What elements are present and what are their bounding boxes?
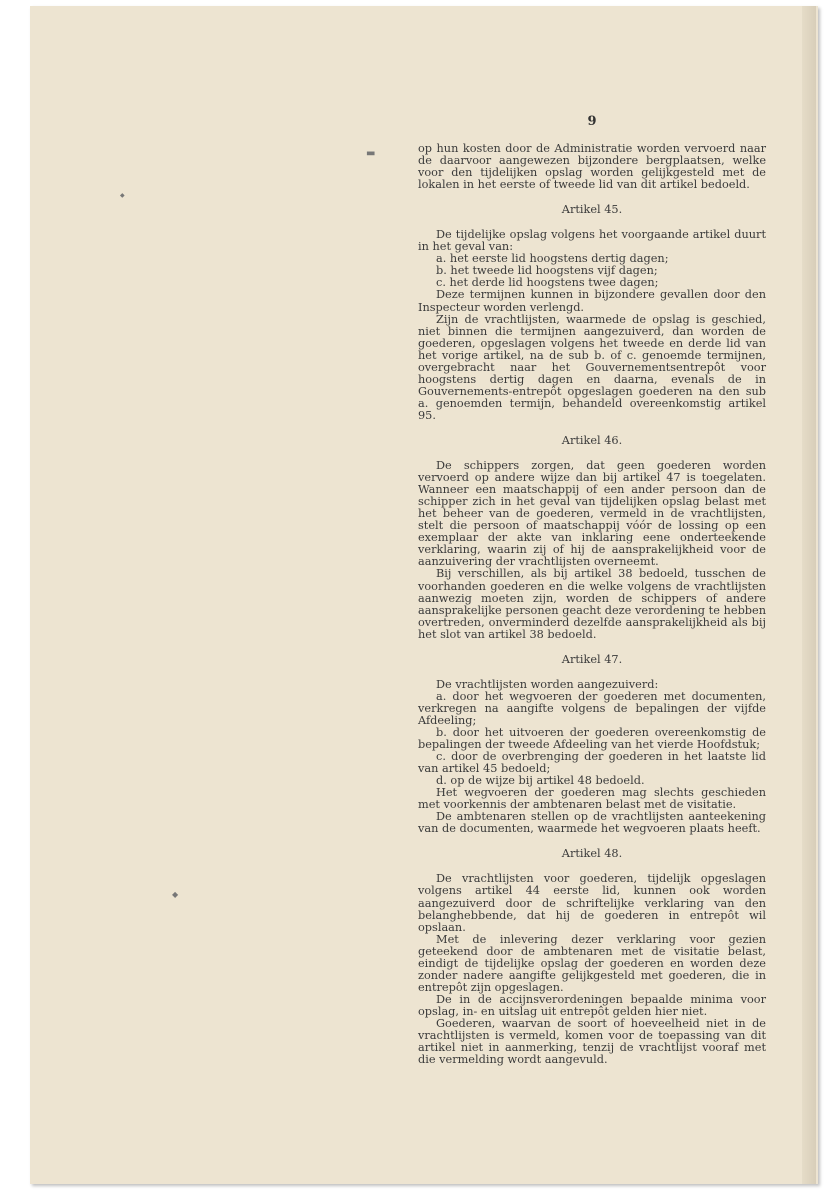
margin-mark: ▬ [366, 148, 376, 159]
margin-mark: ◆ [172, 890, 179, 899]
body-text [418, 143, 766, 1066]
paragraph: Bij verschillen, als bij artikel 38 bedoeld, tusschen de voorhanden goederen en die welke volgens de vrachtlijsten aanwezig moeten zijn, worden de schippers of andere aansprakelijke personen geacht deze verordening te hebben overtreden, onverminderd dezelfde aansprakelijkheid als bij het slot van artikel 38 bedoeld. [418, 567, 766, 641]
paragraph: De tijdelijke opslag volgens het voorgaande artikel duurt in het geval van: [418, 228, 766, 254]
list-item: b. het tweede lid hoogstens vijf dagen; [436, 264, 658, 278]
paragraph: Met de inlevering dezer verklaring voor gezien geteekend door de ambtenaren met de visitatie belast, eindigt de tijdelijke opslag der goederen en worden deze zonder nadere aangifte gelijkgesteld met goederen, die in entrepôt zijn opgeslagen. [418, 932, 766, 994]
list-item: c. het derde lid hoogstens twee dagen; [436, 276, 659, 290]
list-item: a. door het wegvoeren der goederen met documenten, verkregen na aangifte volgens de bepalingen der vijfde Afdeeling; [418, 689, 766, 727]
paragraph: Zijn de vrachtlijsten, waarmede de opslag is geschied, niet binnen die termijnen aangezuiverd, dan worden de goederen, opgeslagen volgens het tweede en derde lid van het vorige artikel, na de sub b. of c. genoemde termijnen, overgebracht naar het Gouvernementsentrepôt voor hoogstens dertig dagen en daarna, evenals de in Gouvernements-entrepôt opgeslagen goederen na den sub a. genoemden termijn, behandeld overeenkomstig artikel 95. [418, 312, 766, 422]
paragraph: De ambtenaren stellen op de vrachtlijsten aanteekening van de documenten, waarmede het wegvoeren plaats heeft. [418, 810, 766, 836]
page-edge [802, 6, 816, 1184]
paragraph: De vrachtlijsten worden aangezuiverd: [436, 677, 659, 691]
list-item: a. het eerste lid hoogstens dertig dagen; [436, 252, 669, 266]
paragraph: De vrachtlijsten voor goederen, tijdelijk opgeslagen volgens artikel 44 eerste lid, kunnen ook worden aangezuiverd door de schriftelijke verklaring van den belanghebbende, dat hij de goederen in entrepôt wil opslaan. [418, 872, 766, 934]
margin-mark: ◆ [120, 192, 125, 199]
paragraph: Goederen, waarvan de soort of hoeveelheid niet in de vrachtlijsten is vermeld, komen voor de toepassing van dit artikel niet in aanmerking, tenzij de vrachtlijst vooraf met die vermelding wordt aangevuld. [418, 1017, 766, 1067]
article-heading: Artikel 46. [561, 433, 623, 447]
paragraph: De schippers zorgen, dat geen goederen worden vervoerd op andere wijze dan bij artikel 47 is toegelaten. Wanneer een maatschappij of een ander persoon dan de schipper zich in het geval van tijdelijken opslag belast met het beheer van de goederen, vermeld in de vrachtlijsten, stelt die persoon of maatschappij vóór de lossing op een exemplaar der akte van inklaring eene onderteekende verklaring, waarin zij of hij de aansprakelijkheid voor de aanzuivering der vrachtlijsten overneemt. [418, 459, 766, 569]
article-heading: Artikel 47. [561, 652, 623, 666]
paragraph: De in de accijnsverordeningen bepaalde minima voor opslag, in- en uitslag uit entrepôt gelden hier niet. [418, 992, 766, 1018]
page-number: 9 [587, 114, 597, 129]
article-heading: Artikel 48. [561, 847, 623, 861]
list-item: d. op de wijze bij artikel 48 bedoeld. [436, 774, 645, 788]
article-heading: Artikel 45. [561, 203, 623, 217]
list-item: c. door de overbrenging der goederen in het laatste lid van artikel 45 bedoeld; [418, 750, 766, 776]
paragraph: op hun kosten door de Administratie worden vervoerd naar de daarvoor aangewezen bijzondere bergplaatsen, welke voor den tijdelijken opslag worden gelijkgesteld met de lokalen in het eerste of tweede lid van dit artikel bedoeld. [418, 142, 766, 192]
paragraph: Het wegvoeren der goederen mag slechts geschieden met voorkennis der ambtenaren belast met de visitatie. [418, 786, 766, 812]
paragraph: Deze termijnen kunnen in bijzondere gevallen door den Inspecteur worden verlengd. [418, 288, 766, 314]
list-item: b. door het uitvoeren der goederen overeenkomstig de bepalingen der tweede Afdeeling van het vierde Hoofdstuk; [418, 725, 766, 752]
